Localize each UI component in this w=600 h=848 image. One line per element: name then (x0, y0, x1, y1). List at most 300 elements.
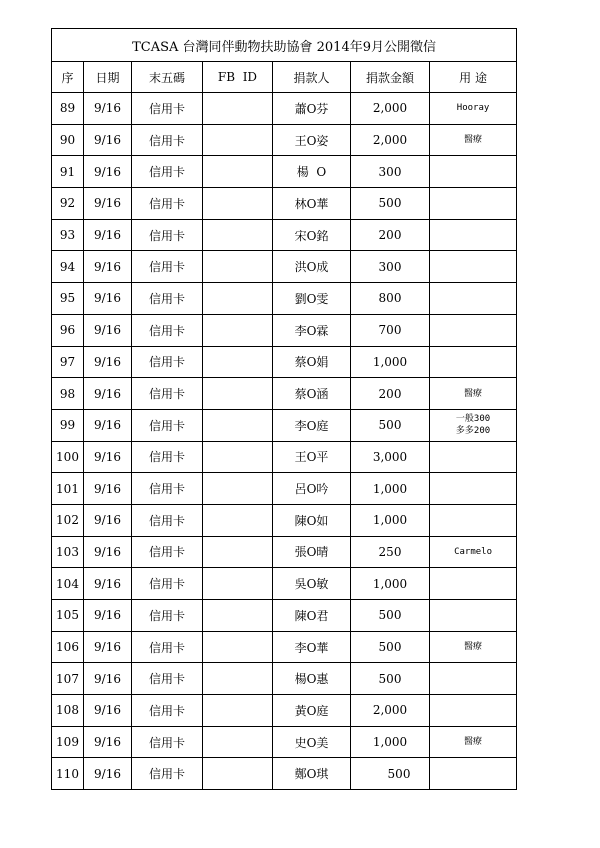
cell-seq (52, 124, 84, 156)
cell-fb-id (203, 758, 273, 790)
cell-date (84, 726, 132, 758)
table-row (52, 251, 517, 283)
cell-last5 (132, 346, 203, 378)
cell-date (84, 441, 132, 473)
cell-fb-id (203, 188, 273, 220)
cell-last5-text: 信用卡 (148, 450, 185, 465)
cell-seq (52, 536, 84, 568)
cell-last5-text: 信用卡 (148, 101, 185, 116)
header-last5: 末五碼 (132, 62, 203, 93)
cell-purpose (430, 93, 517, 125)
cell-donor-text: 史O美 (294, 735, 329, 750)
table-row (52, 536, 517, 568)
cell-seq-text: 91 (59, 164, 76, 179)
cell-seq-text: 105 (56, 608, 79, 623)
cell-last5 (132, 473, 203, 505)
table-row (52, 695, 517, 727)
cell-last5 (132, 568, 203, 600)
cell-fb-id (203, 568, 273, 600)
cell-last5 (132, 441, 203, 473)
cell-last5 (132, 726, 203, 758)
cell-purpose (430, 600, 517, 632)
table-row (52, 409, 517, 441)
cell-fb-id (203, 726, 273, 758)
cell-amount-text: 1,000 (372, 513, 408, 528)
cell-date (84, 93, 132, 125)
cell-donor (273, 568, 351, 600)
cell-donor-text: 林O華 (294, 196, 329, 211)
cell-last5 (132, 631, 203, 663)
cell-purpose (430, 504, 517, 536)
cell-purpose (430, 219, 517, 251)
cell-date (84, 600, 132, 632)
table-row (52, 346, 517, 378)
cell-purpose (430, 156, 517, 188)
cell-last5 (132, 283, 203, 315)
cell-seq-text: 107 (56, 671, 79, 686)
cell-donor (273, 93, 351, 125)
cell-amount-text: 300 (378, 164, 402, 179)
cell-seq-text: 104 (56, 576, 79, 591)
cell-amount-text: 250 (378, 544, 402, 559)
cell-donor (273, 188, 351, 220)
cell-donor (273, 409, 351, 441)
cell-seq-text: 92 (59, 196, 76, 211)
cell-donor-text: 王O平 (294, 450, 329, 465)
cell-donor-text: 李O庭 (294, 418, 329, 433)
cell-amount-text: 1,000 (372, 576, 408, 591)
cell-seq-text: 110 (56, 766, 79, 781)
cell-date (84, 758, 132, 790)
cell-purpose (430, 409, 517, 441)
cell-purpose-text: Carmelo (454, 546, 493, 557)
cell-purpose (430, 441, 517, 473)
cell-seq (52, 568, 84, 600)
cell-purpose (430, 473, 517, 505)
cell-purpose-text: 醫療 (464, 388, 483, 399)
cell-date (84, 473, 132, 505)
cell-amount (351, 536, 430, 568)
cell-amount (351, 378, 430, 410)
cell-last5-text: 信用卡 (148, 196, 185, 211)
cell-fb-id (203, 251, 273, 283)
cell-amount-text: 1,000 (372, 354, 408, 369)
cell-seq-text: 96 (59, 323, 76, 338)
cell-donor-text: 鄭O琪 (294, 767, 329, 782)
cell-purpose-text: 醫療 (464, 135, 483, 146)
cell-amount-text: 300 (378, 259, 402, 274)
cell-date (84, 346, 132, 378)
cell-donor-text: 黃O庭 (294, 703, 329, 718)
cell-amount (351, 504, 430, 536)
cell-last5-text: 信用卡 (148, 735, 185, 750)
cell-seq (52, 631, 84, 663)
cell-date-text: 9/16 (94, 228, 121, 243)
cell-last5 (132, 536, 203, 568)
cell-amount-text: 3,000 (372, 449, 408, 464)
table-row (52, 93, 517, 125)
cell-seq (52, 251, 84, 283)
cell-amount (351, 346, 430, 378)
cell-amount-text: 500 (378, 608, 402, 623)
cell-last5-text: 信用卡 (148, 672, 185, 687)
cell-last5-text: 信用卡 (148, 260, 185, 275)
cell-last5-text: 信用卡 (148, 418, 185, 433)
cell-purpose (430, 124, 517, 156)
table-row (52, 441, 517, 473)
table-row (52, 600, 517, 632)
cell-amount (351, 600, 430, 632)
cell-fb-id (203, 124, 273, 156)
table-row (52, 473, 517, 505)
cell-last5-text: 信用卡 (148, 291, 185, 306)
cell-amount-text: 200 (378, 228, 402, 243)
cell-donor-text: 李O霖 (294, 323, 329, 338)
cell-seq-text: 90 (59, 133, 76, 148)
cell-date-text: 9/16 (94, 323, 121, 338)
cell-amount (351, 188, 430, 220)
cell-donor (273, 346, 351, 378)
cell-donor (273, 378, 351, 410)
cell-seq-text: 98 (59, 386, 76, 401)
cell-seq (52, 283, 84, 315)
cell-purpose (430, 536, 517, 568)
cell-fb-id (203, 631, 273, 663)
cell-date (84, 283, 132, 315)
cell-last5-text: 信用卡 (148, 640, 185, 655)
cell-purpose (430, 251, 517, 283)
cell-last5-text: 信用卡 (148, 387, 185, 402)
cell-donor (273, 504, 351, 536)
cell-last5-text: 信用卡 (148, 228, 185, 243)
cell-purpose (430, 568, 517, 600)
header-fb-id: FB ID (203, 62, 273, 93)
cell-donor-text: 楊 O (296, 165, 327, 180)
cell-date (84, 314, 132, 346)
cell-date-text: 9/16 (94, 640, 121, 655)
cell-last5-text: 信用卡 (148, 165, 185, 180)
table-row (52, 726, 517, 758)
cell-donor-text: 楊O惠 (294, 672, 329, 687)
cell-amount-text: 500 (378, 418, 402, 433)
cell-seq-text: 99 (59, 418, 76, 433)
cell-seq (52, 695, 84, 727)
page-title: TCASA 台灣同伴動物扶助協會 2014年9月公開徵信 (52, 29, 517, 62)
cell-donor (273, 663, 351, 695)
cell-date-text: 9/16 (94, 449, 121, 464)
table-row (52, 378, 517, 410)
cell-date-text: 9/16 (94, 703, 121, 718)
cell-amount (351, 156, 430, 188)
cell-donor-text: 蔡O涵 (294, 387, 329, 402)
table-row (52, 663, 517, 695)
cell-last5-text: 信用卡 (148, 608, 185, 623)
cell-date (84, 631, 132, 663)
cell-purpose-text: 醫療 (464, 642, 483, 653)
header-purpose: 用 途 (430, 62, 517, 93)
cell-amount (351, 283, 430, 315)
cell-purpose (430, 758, 517, 790)
cell-date (84, 251, 132, 283)
cell-donor-text: 陳O如 (294, 513, 329, 528)
cell-donor (273, 473, 351, 505)
cell-donor (273, 695, 351, 727)
cell-seq (52, 504, 84, 536)
cell-seq (52, 378, 84, 410)
cell-last5 (132, 695, 203, 727)
table-row (52, 504, 517, 536)
cell-fb-id (203, 93, 273, 125)
cell-seq (52, 219, 84, 251)
cell-date-text: 9/16 (94, 418, 121, 433)
cell-purpose-text: 一般300 多多200 (455, 414, 491, 437)
cell-fb-id (203, 663, 273, 695)
header-donor: 捐款人 (273, 62, 351, 93)
cell-purpose (430, 663, 517, 695)
cell-seq-text: 97 (59, 354, 76, 369)
cell-seq (52, 314, 84, 346)
cell-purpose (430, 314, 517, 346)
cell-fb-id (203, 695, 273, 727)
cell-date-text: 9/16 (94, 735, 121, 750)
cell-date-text: 9/16 (94, 164, 121, 179)
cell-last5-text: 信用卡 (148, 133, 185, 148)
cell-amount (351, 124, 430, 156)
cell-last5 (132, 188, 203, 220)
cell-last5 (132, 409, 203, 441)
cell-fb-id (203, 156, 273, 188)
cell-amount (351, 568, 430, 600)
cell-amount-text: 2,000 (372, 703, 408, 718)
cell-donor-text: 洪O成 (294, 260, 329, 275)
cell-date-text: 9/16 (94, 259, 121, 274)
table-row (52, 758, 517, 790)
cell-last5 (132, 93, 203, 125)
cell-seq (52, 726, 84, 758)
cell-amount-text: 500 (378, 196, 402, 211)
cell-purpose (430, 631, 517, 663)
donation-table (51, 28, 517, 790)
cell-last5 (132, 758, 203, 790)
cell-date-text: 9/16 (94, 608, 121, 623)
table-row (52, 314, 517, 346)
cell-purpose-text: Hooray (456, 103, 490, 114)
cell-donor (273, 314, 351, 346)
cell-donor (273, 631, 351, 663)
cell-donor (273, 219, 351, 251)
cell-seq (52, 473, 84, 505)
cell-date-text: 9/16 (94, 513, 121, 528)
cell-donor (273, 600, 351, 632)
header-seq: 序 (52, 62, 84, 93)
cell-amount (351, 473, 430, 505)
cell-amount (351, 441, 430, 473)
cell-last5 (132, 156, 203, 188)
cell-fb-id (203, 536, 273, 568)
cell-last5 (132, 251, 203, 283)
cell-last5-text: 信用卡 (148, 323, 185, 338)
cell-amount-text: 500 (378, 671, 402, 686)
cell-seq-text: 94 (59, 259, 76, 274)
donation-sheet (51, 28, 516, 790)
table-row (52, 124, 517, 156)
cell-date (84, 568, 132, 600)
cell-amount (351, 663, 430, 695)
cell-date (84, 536, 132, 568)
table-body (52, 93, 517, 790)
cell-amount-text: 200 (378, 386, 402, 401)
cell-fb-id (203, 378, 273, 410)
cell-date-text: 9/16 (94, 576, 121, 591)
cell-seq (52, 663, 84, 695)
cell-fb-id (203, 409, 273, 441)
cell-seq (52, 188, 84, 220)
cell-seq-text: 102 (56, 513, 79, 528)
cell-fb-id (203, 283, 273, 315)
cell-donor-text: 吳O敏 (294, 577, 329, 592)
cell-purpose (430, 346, 517, 378)
cell-fb-id (203, 314, 273, 346)
cell-purpose-text: 醫療 (464, 737, 483, 748)
cell-seq (52, 156, 84, 188)
cell-donor-text: 蔡O娟 (294, 355, 329, 370)
cell-last5 (132, 378, 203, 410)
cell-date (84, 156, 132, 188)
header-amount: 捐款金額 (351, 62, 430, 93)
cell-date-text: 9/16 (94, 196, 121, 211)
cell-donor (273, 536, 351, 568)
cell-last5 (132, 124, 203, 156)
cell-donor-text: 劉O雯 (294, 291, 329, 306)
cell-amount (351, 726, 430, 758)
cell-amount-text: 1,000 (372, 735, 408, 750)
cell-last5-text: 信用卡 (148, 355, 185, 370)
cell-fb-id (203, 441, 273, 473)
cell-last5 (132, 219, 203, 251)
cell-seq-text: 108 (56, 703, 79, 718)
cell-amount-text: 700 (378, 323, 402, 338)
cell-last5-text: 信用卡 (148, 513, 185, 528)
cell-fb-id (203, 504, 273, 536)
cell-purpose (430, 283, 517, 315)
cell-date (84, 504, 132, 536)
cell-date (84, 124, 132, 156)
cell-seq (52, 758, 84, 790)
cell-purpose (430, 695, 517, 727)
cell-seq-text: 101 (56, 481, 79, 496)
cell-date (84, 188, 132, 220)
cell-date-text: 9/16 (94, 481, 121, 496)
cell-seq-text: 109 (56, 735, 79, 750)
cell-fb-id (203, 346, 273, 378)
cell-last5-text: 信用卡 (148, 577, 185, 592)
cell-last5-text: 信用卡 (148, 482, 185, 497)
cell-amount-text: 1,000 (372, 481, 408, 496)
cell-seq-text: 106 (56, 640, 79, 655)
cell-amount (351, 219, 430, 251)
table-header-row (52, 62, 517, 93)
cell-date-text: 9/16 (94, 671, 121, 686)
cell-seq-text: 103 (56, 544, 79, 559)
cell-purpose (430, 188, 517, 220)
cell-date-text: 9/16 (94, 133, 121, 148)
cell-last5 (132, 504, 203, 536)
cell-amount-text: 2,000 (372, 101, 408, 116)
cell-donor (273, 726, 351, 758)
cell-date (84, 409, 132, 441)
cell-fb-id (203, 219, 273, 251)
cell-seq (52, 93, 84, 125)
cell-donor (273, 283, 351, 315)
cell-amount (351, 695, 430, 727)
cell-seq (52, 346, 84, 378)
cell-seq (52, 600, 84, 632)
table-row (52, 188, 517, 220)
cell-amount (351, 251, 430, 283)
cell-amount (351, 409, 430, 441)
cell-amount (351, 314, 430, 346)
cell-amount-text: 500 (387, 766, 411, 781)
cell-date (84, 663, 132, 695)
cell-date-text: 9/16 (94, 354, 121, 369)
cell-donor-text: 蕭O芬 (294, 101, 329, 116)
cell-seq-text: 95 (59, 291, 76, 306)
header-date: 日期 (84, 62, 132, 93)
cell-seq-text: 93 (59, 228, 76, 243)
cell-date-text: 9/16 (94, 291, 121, 306)
cell-donor (273, 758, 351, 790)
cell-donor-text: 張O晴 (294, 545, 329, 560)
cell-amount-text: 800 (378, 291, 402, 306)
cell-last5-text: 信用卡 (148, 545, 185, 560)
cell-donor-text: 呂O吟 (294, 482, 329, 497)
cell-donor-text: 陳O君 (294, 608, 329, 623)
cell-donor (273, 124, 351, 156)
cell-date-text: 9/16 (94, 766, 121, 781)
cell-amount-text: 2,000 (372, 133, 408, 148)
table-row (52, 219, 517, 251)
cell-last5 (132, 663, 203, 695)
cell-last5-text: 信用卡 (148, 703, 185, 718)
cell-donor-text: 宋O銘 (294, 228, 329, 243)
cell-date (84, 378, 132, 410)
cell-amount (351, 631, 430, 663)
cell-purpose (430, 378, 517, 410)
cell-amount-text: 500 (378, 640, 402, 655)
table-row (52, 631, 517, 663)
cell-date (84, 695, 132, 727)
cell-date-text: 9/16 (94, 101, 121, 116)
cell-amount (351, 93, 430, 125)
cell-seq (52, 441, 84, 473)
cell-seq-text: 89 (59, 101, 76, 116)
table-row (52, 156, 517, 188)
cell-date-text: 9/16 (94, 544, 121, 559)
table-row (52, 283, 517, 315)
cell-donor (273, 441, 351, 473)
cell-donor-text: 王O姿 (294, 133, 329, 148)
cell-last5-text: 信用卡 (148, 767, 185, 782)
cell-date-text: 9/16 (94, 386, 121, 401)
cell-date (84, 219, 132, 251)
cell-seq (52, 409, 84, 441)
cell-last5 (132, 600, 203, 632)
cell-seq-text: 100 (56, 449, 79, 464)
cell-donor (273, 251, 351, 283)
cell-fb-id (203, 600, 273, 632)
cell-fb-id (203, 473, 273, 505)
cell-last5 (132, 314, 203, 346)
